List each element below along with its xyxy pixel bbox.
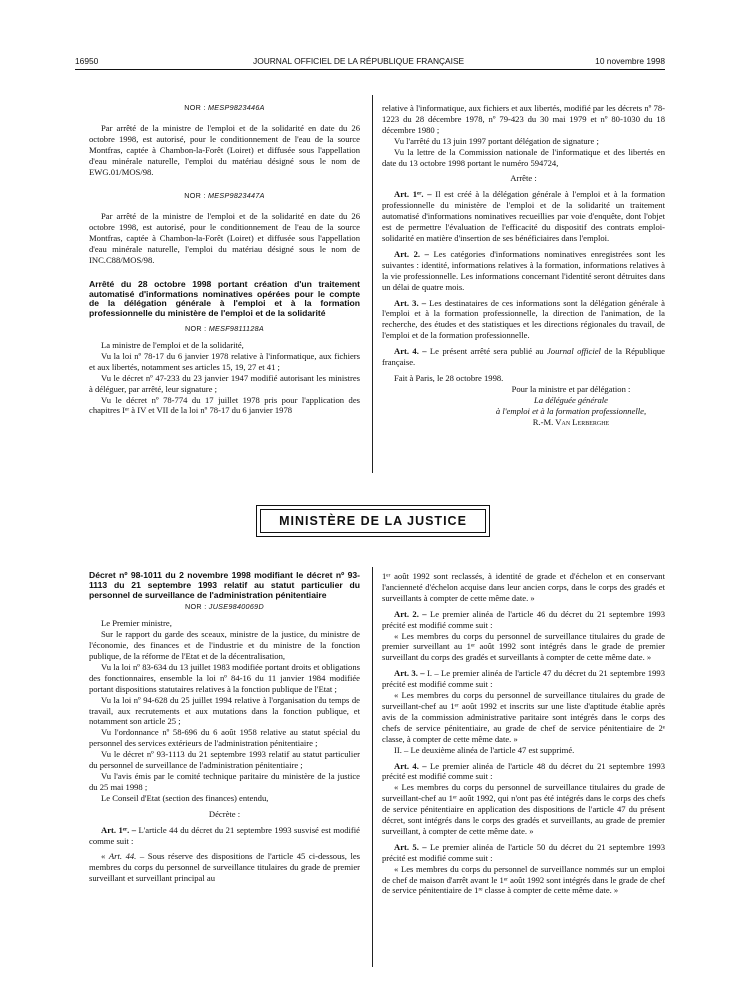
article-3: Art. 3. – Les destinataires de ces informations sont la délégation générale à l'emploi et à la formation professionnelle, la direction de l'animation, de la recherche, des études et des statistiques et les directions régionales du travail, de l'emploi et de la formation professionnelle. (382, 297, 665, 341)
arrete-title: Arrêté du 28 octobre 1998 portant création d'un traitement automatisé d'informations nominatives opérées pour le compte de la délégation générale à l'emploi et à la formation professionnelle du ministère de l'emploi et de la solidarité (89, 278, 360, 319)
visa-paragraph: Vu la loi nº 94-628 du 25 juillet 1994 relative à l'organisation du temps de travail, aux recrutements et aux mutations dans la fonction publique, et notamment son article 25 ; (89, 694, 360, 727)
visa-paragraph: Le Premier ministre, (101, 618, 172, 629)
article-1: Art. 1ᵉʳ. – L'article 44 du décret du 21 septembre 1993 susvisé est modifié comme suit : (89, 824, 360, 846)
visa-paragraph: Vu l'arrêté du 13 juin 1997 portant délégation de signature ; (394, 135, 599, 146)
article-4: Art. 4. – Le premier alinéa de l'article 48 du décret du 21 septembre 1993 précité est modifié comme suit : (382, 760, 666, 782)
journal-title: JOURNAL OFFICIEL DE LA RÉPUBLIQUE FRANÇAISE (253, 56, 465, 66)
visa-paragraph: Vu la lettre de la Commission nationale de l'informatique et des libertés en date du 13 octobre 1998 portant le numéro 594724, (382, 146, 665, 168)
visa-paragraph: Vu le décret nº 78-774 du 17 juillet 1978 pris pour l'application des chapitres Iᵉʳ à IV et VII de la loi nº 78-17 du 6 janvier 1978 (89, 394, 360, 416)
signature-block (486, 384, 656, 428)
arrete-paragraph: Par arrêté de la ministre de l'emploi et de la solidarité en date du 26 octobre 1998, est autorisé, pour le conditionnement de l'eau de la source Montfras, captée à Chambon-la-Forêt (Loiret) et diffusée sous l'appellation d'eau minérale naturelle, l'emploi du matériau désigné sous le nom de INC.C88/MOS/98. (89, 211, 360, 265)
visa-paragraph: La ministre de l'emploi et de la solidarité, (101, 339, 244, 350)
issue-date: 10 novembre 1998 (595, 56, 665, 66)
right-column-top (382, 103, 665, 427)
signature-line: à l'emploi et à la formation professionnelle, (495, 405, 647, 416)
visa-paragraph: Sur le rapport du garde des sceaux, ministre de la justice, du ministre de l'économie, des finances et de l'industrie et du ministre de la fonction publique, de la réforme de l'Etat et de la décentralisation, (89, 629, 360, 662)
visa-paragraph: Vu la loi nº 83-634 du 13 juillet 1983 modifiée portant droits et obligations des fonctionnaires, ensemble la loi nº 84-16 du 11 janvier 1984 modifiée portant dispositions statutaires relatives à la fonction publique de l'Etat ; (89, 661, 360, 694)
article-5: Art. 5. – Le premier alinéa de l'article 50 du décret du 21 septembre 1993 précité est modifié comme suit : (382, 841, 666, 863)
left-column-bottom (89, 571, 360, 884)
nor-reference: NOR : MESP9823446A (184, 103, 265, 112)
signature-place-date: Fait à Paris, le 28 octobre 1998. (394, 372, 504, 383)
visa-paragraph: Vu le décret nº 47-233 du 23 janvier 1947 modifié autorisant les ministres à déléguer, par arrêté, leur signature ; (89, 372, 360, 394)
article-44-quote: « Art. 44. – Sous réserve des dispositions de l'article 45 ci-dessous, les membres du corps du personnel de surveillance titulaires du grade de premier surveillant et surveillant principal au (89, 851, 360, 884)
quote-paragraph: « Les membres du corps du personnel de surveillance titulaires du grade de premier surveillant au 1ᵉʳ août 1992 sont intégrés dans le grade de premier surveillant du corps des gradés et surveillants à compter de cette même date. » (382, 630, 665, 663)
article-4: Art. 4. – Le présent arrêté sera publié au Journal officiel de la République française. (382, 346, 665, 368)
column-divider-bottom (372, 567, 373, 967)
signature-line: La déléguée générale (534, 394, 608, 405)
text-paragraph: relative à l'informatique, aux fichiers et aux libertés, modifié par les décrets nº 78-1223 du 28 décembre 1978, nº 79-423 du 30 mai 1979 et nº 80-1030 du 18 décembre 1980 ; (382, 103, 665, 135)
article-1: Art. 1ᵉʳ. – Il est créé à la délégation générale à l'emploi et à la formation professionnelle du ministère de l'emploi et de la solidarité un traitement automatisé d'informations nominatives recueillies par voie d'enquête, dont l'objet est de permettre l'évaluation de l'efficacité du dispositif des contrats emploi-solidarité en matière d'insertion de ses bénéficiaires dans l'emploi. (382, 189, 665, 243)
signatory-name: R.-M. Van Lerberghe (532, 416, 610, 427)
article-3: Art. 3. – I. – Le premier alinéa de l'article 47 du décret du 21 septembre 1993 précité est modifié comme suit : (382, 668, 665, 690)
visa-paragraph: Vu le décret nº 93-1113 du 21 septembre 1993 relatif au statut particulier du personnel de surveillance de l'administration pénitentiaire ; (89, 749, 360, 771)
article-2: Art. 2. – Les catégories d'informations nominatives enregistrées sont les suivantes : identité, informations relatives à la formation, informations relatives à la vie professionnelle. Les informations concernant l'identité seront détruites dans un délai de quatre mois. (382, 248, 665, 292)
right-column-bottom (382, 571, 665, 896)
column-divider-top (372, 95, 373, 473)
arrete-paragraph: Par arrêté de la ministre de l'emploi et de la solidarité en date du 26 octobre 1998, est autorisé, pour le conditionnement de l'eau de la source Montfras, captée à Chambon-la-Forêt (Loiret) et diffusée sous l'appellation d'eau minérale naturelle, l'emploi du matériau désigné sous le nom de EWG.01/MOS/98. (89, 122, 360, 177)
arrete-heading: Arrête : (510, 173, 537, 184)
visa-paragraph: Vu l'avis émis par le comité technique paritaire du ministère de la justice du 25 mai 1998 ; (89, 770, 360, 792)
decret-title: Décret nº 98-1011 du 2 novembre 1998 modifiant le décret nº 93-1113 du 21 septembre 1993 relatif au statut particulier du personnel de surveillance de l'administration pénitentiaire (89, 570, 360, 600)
quote-paragraph: « Les membres du corps du personnel de surveillance nommés sur un emploi de chef de maison d'arrêt avant le 1ᵉʳ août 1992 sont intégrés dans le grade de chef de service pénitentiaire de 1ʳᵉ classe à compter de cette même date. » (382, 863, 665, 896)
visa-paragraph: Le Conseil d'Etat (section des finances) entendu, (101, 792, 269, 803)
article-2: Art. 2. – Le premier alinéa de l'article 46 du décret du 21 septembre 1993 précité est modifié comme suit : (382, 608, 666, 630)
quote-paragraph: « Les membres du corps du personnel de surveillance titulaires du grade de surveillant-chef au 1ᵉʳ août 1992 et inscrits sur une liste d'aptitude établie après avis de la commission administrative paritaire sont intégrés dans le corps des chefs de service pénitentiaire, au grade de chef de service pénitentiaire de 2ᵉ classe, à compter de cette même date. » (382, 690, 665, 744)
nor-reference: NOR : MESF9811128A (184, 324, 265, 334)
nor-reference: NOR : JUSE9840069D (185, 602, 264, 612)
visa-paragraph: Vu la loi nº 78-17 du 6 janvier 1978 relative à l'informatique, aux fichiers et aux libertés, notamment ses articles 15, 19, 27 et 41 ; (89, 350, 360, 372)
decrete-heading: Décrète : (208, 808, 241, 819)
nor-reference: NOR : MESP9823447A (184, 191, 265, 201)
signature-line: Pour la ministre et par délégation : (511, 383, 631, 394)
left-column-top (89, 103, 360, 416)
ministry-banner (256, 505, 490, 537)
page-number: 16950 (75, 56, 99, 66)
visa-paragraph: Vu l'ordonnance nº 58-696 du 6 août 1958 relative au statut spécial du personnel des services extérieurs de l'administration pénitentiaire ; (89, 727, 360, 749)
text-paragraph: 1ᵉʳ août 1992 sont reclassés, à identité de grade et d'échelon et en conservant l'ancienneté d'échelon acquise dans leur ancien corps, dans le corps des gradés et surveillants à compter de cette même date. » (382, 571, 665, 603)
page-header (75, 55, 665, 70)
text-paragraph: II. – Le deuxième alinéa de l'article 47 est supprimé. (394, 744, 575, 755)
quote-paragraph: « Les membres du corps du personnel de surveillance titulaires du grade de surveillant-chef au 1ᵉʳ août 1992, qui n'ont pas été intégrés dans le corps des chefs de service pénitentiaire en application des dispositions de l'article 47 du présent décret, sont intégrés dans le corps des gradés et surveillants, au grade de premier surveillant, à compter de cette même date. » (382, 782, 665, 836)
ministry-name: MINISTÈRE DE LA JUSTICE (260, 509, 486, 533)
